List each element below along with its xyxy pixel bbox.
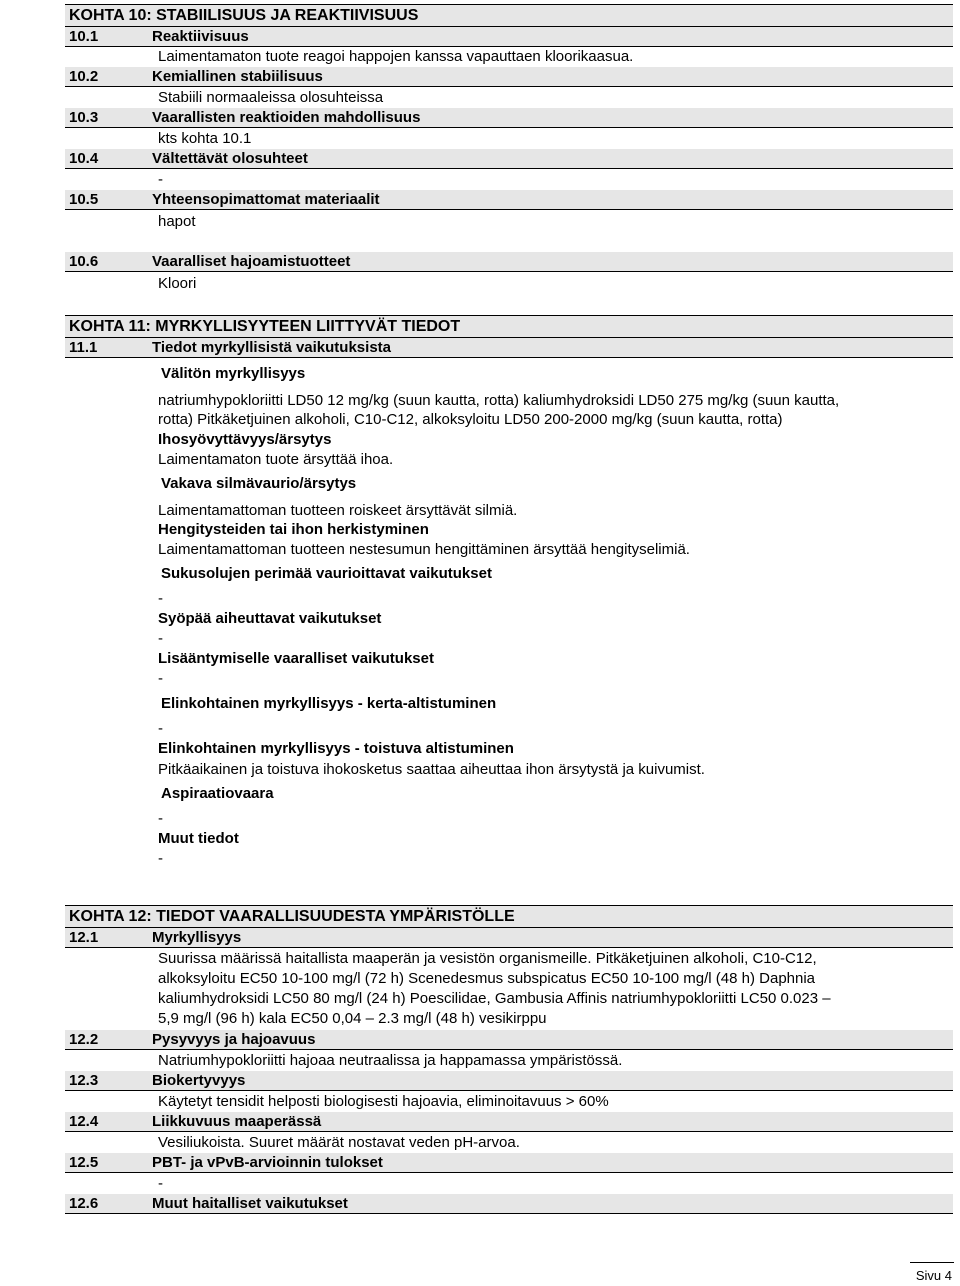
subsection-number: 12.1: [69, 929, 99, 946]
subsection-12-5: [65, 1153, 953, 1173]
subsection-text: Laimentamaton tuote reagoi happojen kanssa vapauttaen kloorikaasua.: [158, 48, 634, 65]
subsection-10-5: [65, 190, 953, 210]
page-number: Sivu 4: [915, 1268, 952, 1283]
subsection-12-6: [65, 1194, 953, 1214]
aspiration-text: -: [158, 810, 163, 827]
subsection-number: 10.1: [69, 28, 99, 45]
section-12-header: [65, 905, 953, 928]
other-info-heading: Muut tiedot: [158, 830, 239, 847]
aspiration-heading: Aspiraatiovaara: [161, 785, 274, 802]
subsection-10-1: [65, 27, 953, 47]
subsection-10-4: [65, 149, 953, 169]
subsection-title: Liikkuvuus maaperässä: [152, 1113, 322, 1130]
stot-repeated-heading: Elinkohtainen myrkyllisyys - toistuva altistuminen: [158, 740, 514, 757]
subsection-title: Yhteensopimattomat materiaalit: [152, 191, 380, 208]
subsection-text: kts kohta 10.1: [158, 130, 252, 147]
stot-single-heading: Elinkohtainen myrkyllisyys - kerta-altistuminen: [161, 695, 497, 712]
toxicity-text: kaliumhydroksidi LC50 80 mg/l (24 h) Poescilidae, Gambusia Affinis natriumhypokloriitti LC50 0.023 –: [158, 990, 831, 1007]
subsection-title: Kemiallinen stabiilisuus: [152, 68, 323, 85]
subsection-title: Myrkyllisyys: [152, 929, 242, 946]
subsection-12-4: [65, 1112, 953, 1132]
subsection-title: Muut haitalliset vaikutukset: [152, 1195, 348, 1212]
subsection-number: 12.5: [69, 1154, 99, 1171]
subsection-text: Kloori: [158, 275, 197, 292]
subsection-number: 10.5: [69, 191, 99, 208]
carcinogenicity-text: -: [158, 630, 163, 647]
section-11-header: [65, 315, 953, 338]
toxicity-text: 5,9 mg/l (96 h) kala EC50 0,04 – 2.3 mg/l (48 h) vesikirppu: [158, 1010, 547, 1027]
eye-damage-heading: Vakava silmävaurio/ärsytys: [161, 475, 357, 492]
subsection-text: hapot: [158, 213, 196, 230]
stot-single-text: -: [158, 720, 163, 737]
subsection-number: 10.4: [69, 150, 99, 167]
bioaccumulation-text: Käytetyt tensidit helposti biologisesti hajoavia, eliminoitavuus > 60%: [158, 1093, 609, 1110]
section-10-header: [65, 4, 953, 27]
subsection-number: 12.2: [69, 1031, 99, 1048]
subsection-12-2: [65, 1030, 953, 1050]
eye-damage-text: Laimentamattoman tuotteen roiskeet ärsyttävät silmiä.: [158, 502, 518, 519]
toxicity-text: Suurissa määrissä haitallista maaperän ja vesistön organismeille. Pitkäketjuinen alkoholi, C10-C12,: [158, 950, 817, 967]
pbt-text: -: [158, 1175, 163, 1192]
subsection-10-6: [65, 252, 953, 272]
mutagenicity-text: -: [158, 590, 163, 607]
subsection-number: 12.4: [69, 1113, 99, 1130]
subsection-12-3: [65, 1071, 953, 1091]
reproductive-toxicity-text: -: [158, 670, 163, 687]
other-info-text: -: [158, 850, 163, 867]
toxicity-text: alkoksyloitu EC50 10-100 mg/l (72 h) Scenedesmus subspicatus EC50 10-100 mg/l (48 h) Daphnia: [158, 970, 816, 987]
carcinogenicity-heading: Syöpää aiheuttavat vaikutukset: [158, 610, 382, 627]
section-title: KOHTA 12: TIEDOT VAARALLISUUDESTA YMPÄRISTÖLLE: [69, 908, 515, 925]
section-title: KOHTA 11: MYRKYLLISYYTEEN LIITTYVÄT TIEDOT: [69, 318, 461, 335]
subsection-title: Vaarallisten reaktioiden mahdollisuus: [152, 109, 421, 126]
subsection-text: Stabiili normaaleissa olosuhteissa: [158, 89, 384, 106]
subsection-10-2: [65, 67, 953, 87]
subsection-number: 10.2: [69, 68, 99, 85]
acute-toxicity-text: natriumhypokloriitti LD50 12 mg/kg (suun kautta, rotta) kaliumhydroksidi LD50 275 mg/kg (suun kautta,: [158, 392, 840, 409]
subsection-title: Biokertyvyys: [152, 1072, 246, 1089]
reproductive-toxicity-heading: Lisääntymiselle vaaralliset vaikutukset: [158, 650, 434, 667]
section-title: KOHTA 10: STABIILISUUS JA REAKTIIVISUUS: [69, 7, 419, 24]
subsection-title: PBT- ja vPvB-arvioinnin tulokset: [152, 1154, 383, 1171]
subsection-10-3: [65, 108, 953, 128]
mutagenicity-heading: Sukusolujen perimää vaurioittavat vaikutukset: [161, 565, 492, 582]
subsection-title: Reaktiivisuus: [152, 28, 249, 45]
skin-corrosion-text: Laimentamaton tuote ärsyttää ihoa.: [158, 451, 394, 468]
subsection-number: 10.3: [69, 109, 99, 126]
skin-corrosion-heading: Ihosyövyttävyys/ärsytys: [158, 431, 332, 448]
subsection-title: Vaaralliset hajoamistuotteet: [152, 253, 351, 270]
subsection-number: 10.6: [69, 253, 99, 270]
sensitisation-heading: Hengitysteiden tai ihon herkistyminen: [158, 521, 429, 538]
subsection-title: Vältettävät olosuhteet: [152, 150, 308, 167]
persistence-text: Natriumhypokloriitti hajoaa neutraalissa ja happamassa ympäristössä.: [158, 1052, 623, 1069]
acute-toxicity-text: rotta) Pitkäketjuinen alkoholi, C10-C12, alkoksyloitu LD50 200-2000 mg/kg (suun kautta, rotta): [158, 411, 783, 428]
mobility-text: Vesiliukoista. Suuret määrät nostavat veden pH-arvoa.: [158, 1134, 520, 1151]
subsection-title: Tiedot myrkyllisistä vaikutuksista: [152, 339, 391, 356]
subsection-number: 11.1: [69, 339, 98, 356]
footer-divider: [910, 1262, 954, 1263]
subsection-number: 12.6: [69, 1195, 99, 1212]
subsection-number: 12.3: [69, 1072, 99, 1089]
acute-toxicity-heading: Välitön myrkyllisyys: [161, 365, 306, 382]
subsection-title: Pysyvyys ja hajoavuus: [152, 1031, 316, 1048]
sensitisation-text: Laimentamattoman tuotteen nestesumun hengittäminen ärsyttää hengityselimiä.: [158, 541, 690, 558]
subsection-12-1: [65, 928, 953, 948]
stot-repeated-text: Pitkäaikainen ja toistuva ihokosketus saattaa aiheuttaa ihon ärsytystä ja kuivumist.: [158, 761, 705, 778]
subsection-text: -: [158, 171, 163, 188]
subsection-11-1: [65, 338, 953, 358]
